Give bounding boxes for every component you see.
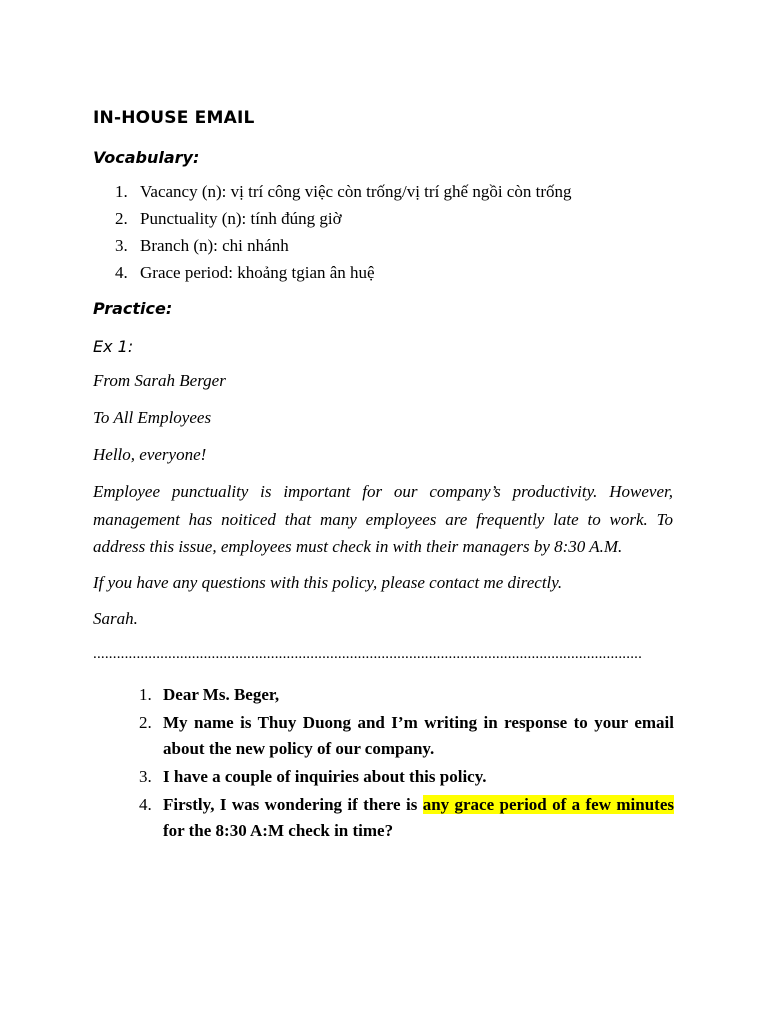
vocabulary-item-text: Branch (n): chi nhánh <box>140 236 289 255</box>
list-item <box>93 178 572 205</box>
list-item <box>93 682 674 708</box>
email-body: Employee punctuality is important for our company’s productivity. However, management has noiticed that many employees are frequently late to work. To address this issue, employees must check in with their managers by 8:30 A.M. <box>93 482 673 556</box>
list-number: 1. <box>139 685 152 704</box>
list-item <box>93 259 572 286</box>
email-greeting: Hello, everyone! <box>93 445 207 464</box>
answer-text: Dear Ms. Beger, <box>163 685 280 704</box>
exercise-label: Ex 1: <box>93 337 134 356</box>
list-item <box>93 205 572 232</box>
answer-text-before: Firstly, I was wondering if there is <box>163 795 423 814</box>
list-number: 2. <box>139 713 152 732</box>
list-number: 3. <box>115 236 128 255</box>
list-number: 3. <box>139 767 152 786</box>
email-to: To All Employees <box>93 408 212 427</box>
list-item <box>93 764 674 790</box>
answer-text-after: for the 8:30 A:M check in time? <box>163 821 394 840</box>
document-title: IN-HOUSE EMAIL <box>93 108 255 128</box>
vocabulary-item-text: Vacancy (n): vị trí công việc còn trống/vị trí ghế ngồi còn trống <box>140 182 572 201</box>
answer-list <box>93 682 674 846</box>
list-number: 2. <box>115 209 128 228</box>
list-item <box>93 792 674 844</box>
list-number: 4. <box>115 263 128 282</box>
list-item <box>93 710 674 762</box>
answer-text: My name is Thuy Duong and I’m writing in response to your email about the new policy of our company. <box>163 713 674 758</box>
email-closing: If you have any questions with this policy, please contact me directly. <box>93 573 563 592</box>
list-number: 4. <box>139 795 152 814</box>
vocabulary-heading: Vocabulary: <box>93 148 200 167</box>
answer-text: I have a couple of inquiries about this policy. <box>163 767 487 786</box>
practice-heading: Practice: <box>93 299 173 318</box>
highlighted-text: any grace period of a few minutes <box>422 795 674 814</box>
email-from: From Sarah Berger <box>93 371 226 390</box>
list-number: 1. <box>115 182 128 201</box>
dotted-divider: ........................................................................................................................................... <box>93 646 643 662</box>
vocabulary-item-text: Punctuality (n): tính đúng giờ <box>140 209 342 228</box>
list-item <box>93 232 572 259</box>
email-signature: Sarah. <box>93 609 138 628</box>
vocabulary-list <box>93 178 572 286</box>
vocabulary-item-text: Grace period: khoảng tgian ân huệ <box>140 263 375 282</box>
